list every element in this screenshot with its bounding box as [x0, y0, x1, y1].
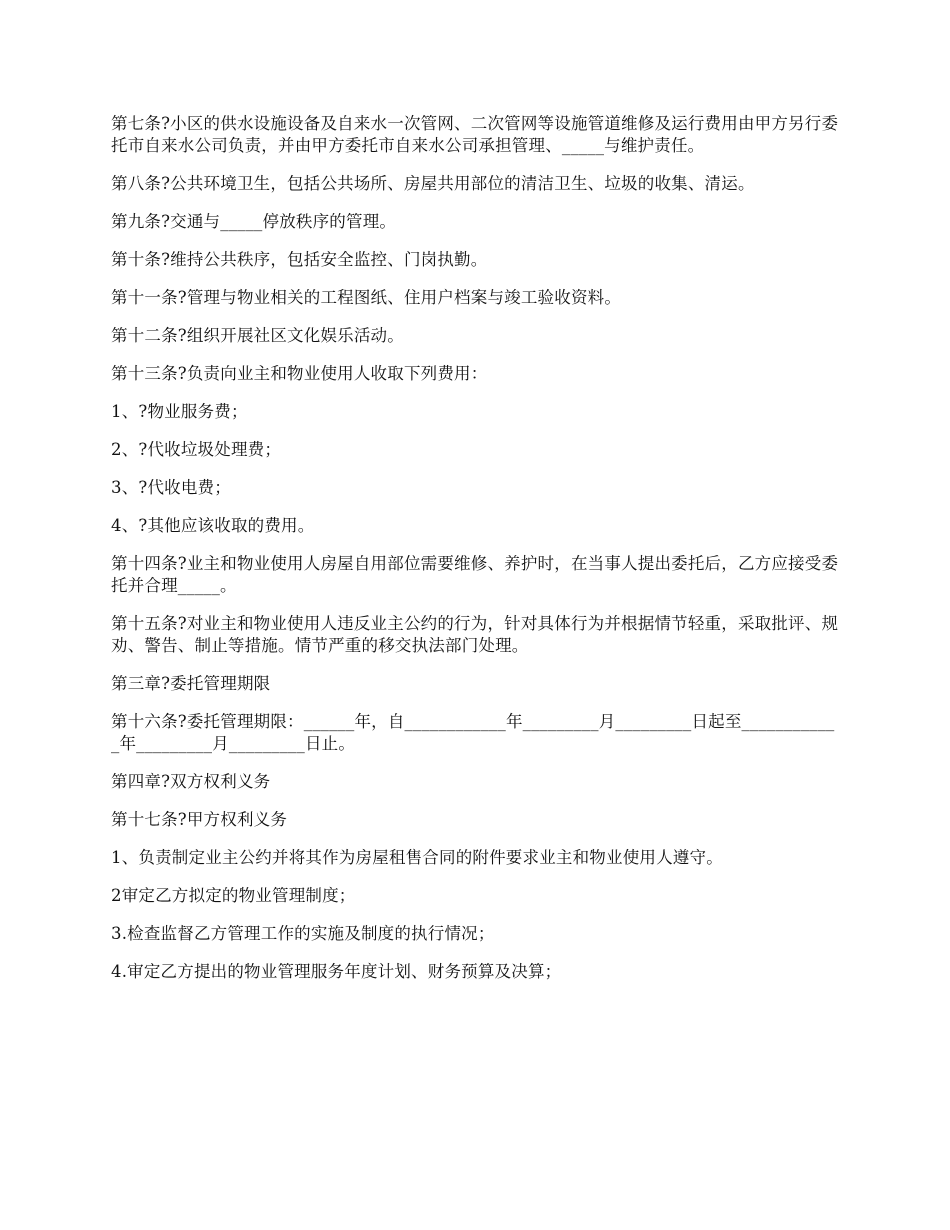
clause-8-paragraph: 第八条?公共环境卫生，包括公共场所、房屋共用部位的清洁卫生、垃圾的收集、清运。 — [111, 174, 755, 193]
document-page — [111, 113, 839, 999]
party-a-duty-3: 3.检查监督乙方管理工作的实施及制度的执行情况； — [111, 924, 495, 943]
clause-15-paragraph: 第十五条?对业主和物业使用人违反业主公约的行为，针对具体行为并根据情节轻重，采取批评、规劝、警告、制止等措施。情节严重的移交执法部门处理。 — [111, 614, 839, 655]
fee-item-3: 3、?代收电费； — [111, 478, 231, 497]
party-a-duty-4: 4.审定乙方提出的物业管理服务年度计划、财务预算及决算； — [111, 962, 562, 981]
chapter-4-heading: 第四章?双方权利义务 — [111, 772, 271, 791]
party-a-duty-1: 1、负责制定业主公约并将其作为房屋租售合同的附件要求业主和物业使用人遵守。 — [111, 848, 723, 867]
clause-7-paragraph: 第七条?小区的供水设施设备及自来水一次管网、二次管网等设施管道维修及运行费用由甲方另行委托市自来水公司负责，并由甲方委托市自来水公司承担管理、_____与维护责任。 — [111, 114, 839, 155]
fee-item-2: 2、?代收垃圾处理费； — [111, 440, 282, 459]
fee-item-4: 4、?其他应该收取的费用。 — [111, 516, 315, 535]
clause-10-paragraph: 第十条?维持公共秩序，包括安全监控、门岗执勤。 — [111, 250, 488, 269]
clause-11-paragraph: 第十一条?管理与物业相关的工程图纸、住用户档案与竣工验收资料。 — [111, 288, 622, 307]
clause-13-paragraph: 第十三条?负责向业主和物业使用人收取下列费用： — [111, 364, 488, 383]
chapter-3-heading: 第三章?委托管理期限 — [111, 674, 271, 693]
clause-16-paragraph: 第十六条?委托管理期限：______年，自____________年_________月_________日起至____________年_________月_________日止。 — [111, 712, 835, 753]
clause-12-paragraph: 第十二条?组织开展社区文化娱乐活动。 — [111, 326, 404, 345]
fee-item-1: 1、?物业服务费； — [111, 402, 248, 421]
clause-17-heading: 第十七条?甲方权利义务 — [111, 810, 288, 829]
clause-9-paragraph: 第九条?交通与_____停放秩序的管理。 — [111, 212, 397, 231]
clause-14-paragraph: 第十四条?业主和物业使用人房屋自用部位需要维修、养护时，在当事人提出委托后，乙方应接受委托并合理_____。 — [111, 554, 839, 595]
party-a-duty-2: 2审定乙方拟定的物业管理制度； — [111, 886, 356, 905]
